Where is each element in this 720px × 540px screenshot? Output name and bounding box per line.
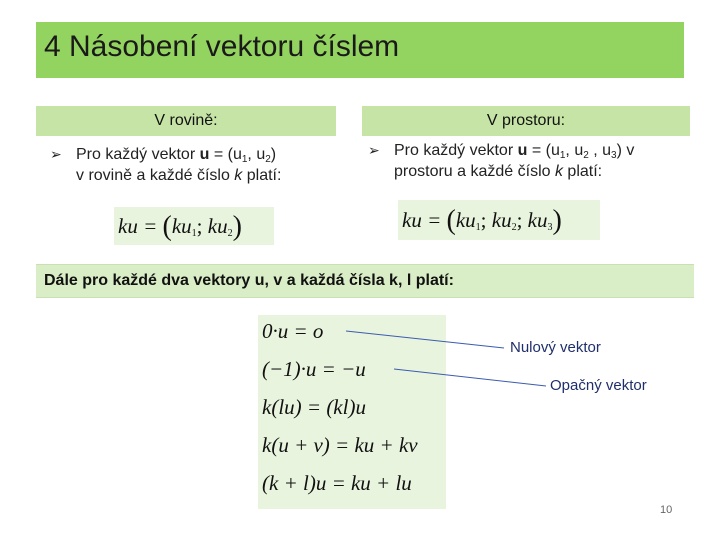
property-distributive-vectors: k(u + v) = ku + kv bbox=[262, 433, 418, 457]
plane-formula: ku = ($ku_1$; $ku_2$) bbox=[114, 207, 274, 245]
plane-bullet-text: Pro každý vektor $u = (u_1$, $u_2$) v rovině a každé číslo k platí: bbox=[76, 146, 282, 184]
space-heading: V prostoru: bbox=[362, 106, 690, 136]
property-zero: 0·u = o bbox=[262, 319, 324, 343]
slide-title: 4 Násobení vektoru číslem bbox=[44, 30, 400, 63]
arrow-bullet-icon: ➢ bbox=[368, 142, 380, 158]
property-opposite: (−1)·u = −u bbox=[262, 357, 366, 381]
properties-intro-text: Dále pro každé dva vektory u, v a každá čísla k, l platí: bbox=[44, 272, 454, 289]
plane-heading: V rovině: bbox=[36, 106, 336, 136]
zero-vector-pointer bbox=[346, 331, 504, 348]
property-associative: k(lu) = (kl)u bbox=[262, 395, 366, 419]
page-number: 10 bbox=[660, 504, 673, 516]
space-bullet-text: Pro každý vektor $u = (u_1$, $u_2$ , $u_3$) v prostoru a každé číslo k platí: bbox=[394, 142, 635, 180]
opposite-vector-pointer bbox=[394, 369, 546, 386]
property-distributive-scalars: (k + l)u = ku + lu bbox=[262, 471, 412, 495]
space-formula: ku = ($ku_1$; $ku_2$; $ku_3$) bbox=[398, 200, 600, 240]
arrow-bullet-icon: ➢ bbox=[50, 146, 62, 162]
opposite-vector-label: Opačný vektor bbox=[550, 377, 647, 394]
zero-vector-label: Nulový vektor bbox=[510, 339, 601, 356]
